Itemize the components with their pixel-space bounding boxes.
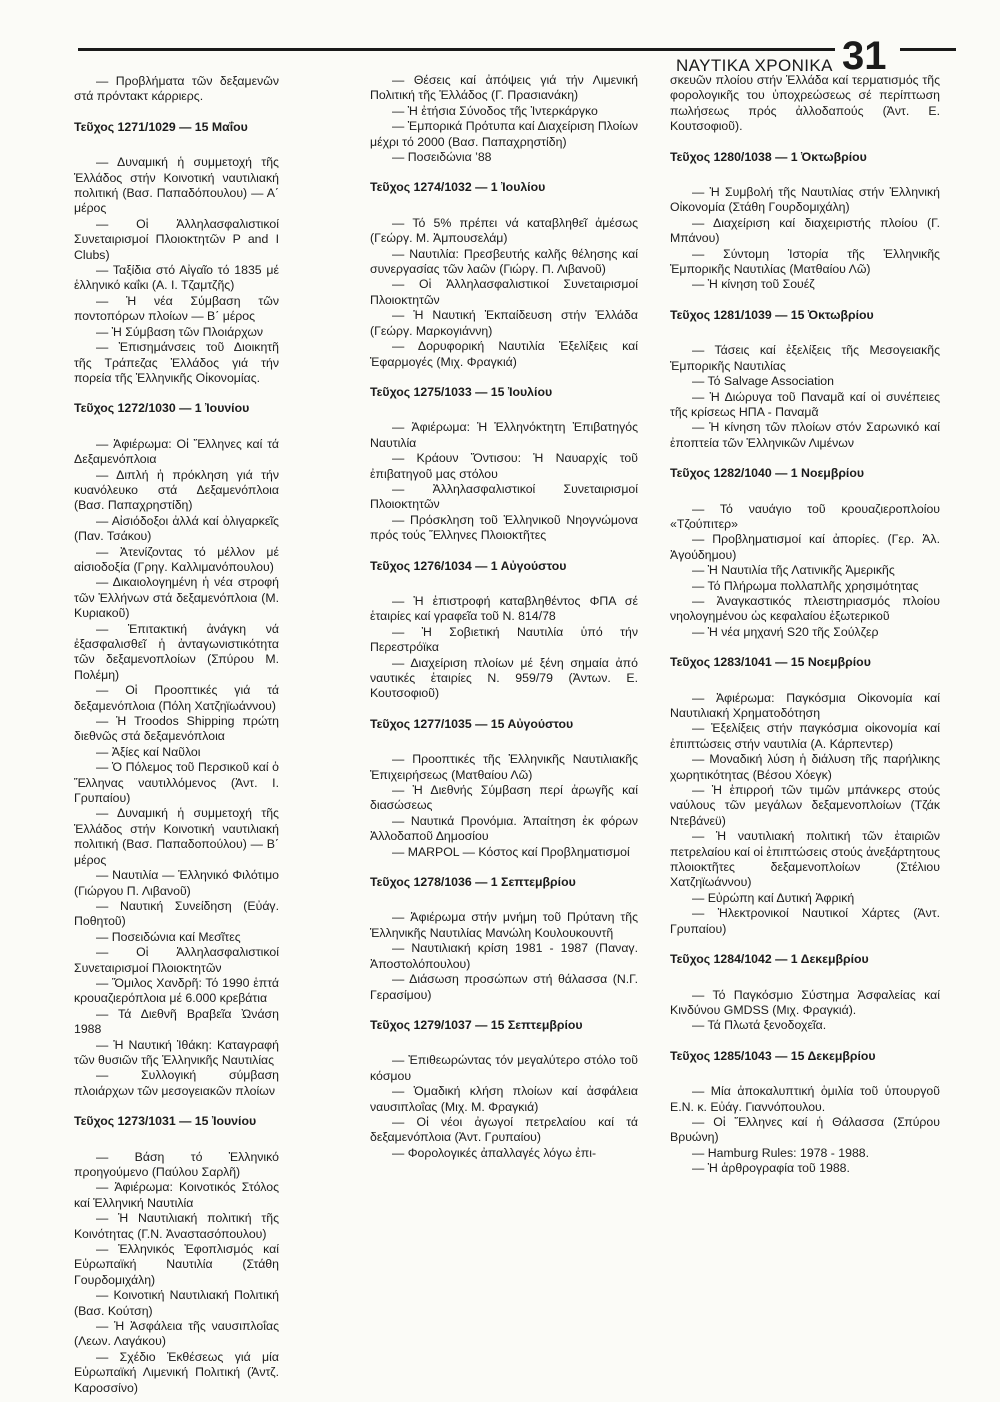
list-item: — Προβληματισμοί καί ἀπορίες. (Γερ. Ἀλ. Ἀγούδημου) [670,532,940,563]
list-item: — Κοινοτική Ναυτιλιακή Πολιτική (Βασ. Κούτση) [74,1288,279,1319]
list-item: — Ἡ Ναυτιλιακή πολιτική τῆς Κοινότητας (Γ.Ν. Ἀναστασόπουλου) [74,1211,279,1242]
list-item: — Ἡ Ἀσφάλεια τῆς ναυσιπλοΐας (Λεων. Λαγάκου) [74,1319,279,1350]
list-item: — Δυναμική ἡ συμμετοχή τῆς Ἑλλάδος στήν Κοινοτική ναυτιλιακή πολιτική (Βασ. Παπαδόπουλου) — Α΄ μέρος [74,155,279,217]
list-item: — Τό Salvage Association [670,374,940,389]
header-rule-left [78,48,835,51]
list-item: — Ἡ Ναυτική Ἐκπαίδευση στήν Ἑλλάδα (Γεώργ. Μαρκογιάννη) [370,308,638,339]
list-item: — Διπλή ἡ πρόκληση γιά τήν κυανόλευκο στά Δεξαμενόπλοια (Βασ. Παπαχρηστίδη) [74,468,279,514]
list-item: — Ἀφιέρωμα: Οἱ Ἕλληνες καί τά Δεξαμενόπλοια [74,437,279,468]
issue-title: Τεῦχος 1275/1033 — 15 Ἰουλίου [370,384,553,399]
issue-title: Τεῦχος 1278/1036 — 1 Σεπτεμβρίου [370,875,576,890]
list-item: — Τό Παγκόσμιο Σύστημα Ἀσφαλείας καί Κινδύνου GMDSS (Μιχ. Φραγκιά). [670,988,940,1019]
issue-section [370,717,638,860]
issue-title: Τεῦχος 1284/1042 — 1 Δεκεμβρίου [670,952,869,967]
list-item: — Τά Πλωτά ξενοδοχεῖα. [670,1018,940,1033]
list-item: — Ἡ ἐπιστροφή καταβληθέντος ΦΠΑ σέ ἑταιρίες καί γραφεῖα τοῦ Ν. 814/78 [370,594,638,625]
list-item: — Ἐπισημάνσεις τοῦ Διοικητῆ τῆς Τράπεζας Ἑλλάδος γιά τήν πορεία τῆς Ἑλληνικῆς Οἰκονομίας. [74,340,279,386]
issue-title: Τεῦχος 1283/1041 — 15 Νοεμβρίου [670,655,871,670]
list-item: — Ναυτιλία: Πρεσβευτής καλῆς θέλησης καί συνεργασίας τῶν λαῶν (Γιώργ. Π. Λιβανοῦ) [370,247,638,278]
list-item: — Ἐπιτακτική ἀνάγκη νά ἐξασφαλισθεῖ ἡ ἀνταγωνιστικότητα τῶν δεξαμενοπλοίων (Σπύρου Μ. Πολέμη) [74,622,279,684]
list-item: — Μοναδική λύση ἡ διάλυση τῆς παρήλικης χωρητικότητας (Βέσου Χόεγκ) [670,752,940,783]
column-3 [670,73,940,1183]
list-item: — Οἱ νέοι ἀγωγοί πετρελαίου καί τά δεξαμενόπλοια (Ἀντ. Γρυπαίου) [370,1115,638,1146]
list-item: — Οἱ Προοπτικές γιά τά δεξαμενόπλοια (Πόλη Χατζηϊωάννου) [74,683,279,714]
issue-section [670,150,940,293]
list-item: — Ἡ Troodos Shipping πρώτη διεθνῶς στά δεξαμενόπλοια [74,714,279,745]
list-item: — Ἀλληλασφαλιστικοί Συνεταιρισμοί Πλοιοκτητῶν [370,482,638,513]
list-item: — Σχέδιο Ἐκθέσεως γιά μία Εὐρωπαϊκή Λιμενική Πολιτική (Ἀντζ. Καροσσίνο) [74,1350,279,1396]
list-item: — Ἡ ναυτιλιακή πολιτική τῶν ἑταιριῶν πετρελαίου καί οἱ ἐπιπτώσεις στούς ἀνεξάρτητους πλοιοκτῆτες δεξαμενοπλοίων (Στέλιου Χατζηϊωάννου) [670,829,940,891]
issue-section [370,385,638,544]
list-item: — Ἡ νέα Σύμβαση τῶν ποντοπόρων πλοίων — Β΄ μέρος [74,294,279,325]
issue-section [74,120,279,387]
list-item: — Ὅμιλος Χανδρῆ: Τό 1990 ἑπτά κρουαζιερόπλοια μέ 6.000 κρεβάτια [74,976,279,1007]
issue-section [370,180,638,369]
list-item: — Ἡ Διώρυγα τοῦ Παναμᾶ καί οἱ συνέπειες τῆς κρίσεως ΗΠΑ - Παναμᾶ [670,390,940,421]
list-item: — Ἡ ἀρθρογραφία τοῦ 1988. [670,1161,940,1176]
list-item: — Ἀτενίζοντας τό μέλλον μέ αἰσιοδοξία (Γρηγ. Καλλιμανόπουλου) [74,545,279,576]
list-item: — Ἐπιθεωρώντας τόν μεγαλύτερο στόλο τοῦ κόσμου [370,1053,638,1084]
list-item: — Πρόσκληση τοῦ Ἑλληνικοῦ Νηογνώμονα πρός τούς Ἕλληνες Πλοιοκτῆτες [370,513,638,544]
list-item: — Ἐμπορικά Πρότυπα καί Διαχείριση Πλοίων μέχρι τό 2000 (Βασ. Παπαχρηστίδη) [370,119,638,150]
issue-section [670,952,940,1034]
list-item: — Ναυτιλιακή κρίση 1981 - 1987 (Παναγ. Ἀποστολόπουλου) [370,941,638,972]
list-item: — Τάσεις καί ἐξελίξεις τῆς Μεσογειακῆς Ἐμπορικῆς Ναυτιλίας [670,343,940,374]
list-item: — Ποσειδώνια ’88 [370,150,638,165]
issue-title: Τεῦχος 1282/1040 — 1 Νοεμβρίου [670,466,865,481]
list-item: — Ἡ Σύμβαση τῶν Πλοιάρχων [74,325,279,340]
list-item: — Ἀφιέρωμα: Κοινοτικός Στόλος καί Ἑλληνική Ναυτιλία [74,1180,279,1211]
issue-title: Τεῦχος 1274/1032 — 1 Ἰουλίου [370,180,546,195]
list-item: — Ὁ Πόλεμος τοῦ Περσικοῦ καί ὁ Ἕλληνας ναυτιλλόμενος (Ἀντ. Ι. Γρυπαίου) [74,760,279,806]
issue-title: Τεῦχος 1271/1029 — 15 Μαΐου [74,119,248,134]
list-item: — Ποσειδώνια καί Μεσῖτες [74,930,279,945]
column-2 [370,73,638,1167]
header-rule-right [900,48,956,51]
issue-section [670,655,940,937]
list-item: — Ταξίδια στό Αἰγαῖο τό 1835 μέ ἑλληνικό καΐκι (Α. Ι. Τζαμτζῆς) [74,263,279,294]
issue-title: Τεῦχος 1279/1037 — 15 Σεπτεμβρίου [370,1017,583,1032]
list-item: — Ἡ Ναυτική Ἰθάκη: Καταγραφή τῶν θυσιῶν τῆς Ἑλληνικῆς Ναυτιλίας [74,1038,279,1069]
list-item: — Συλλογική σύμβαση πλοιάρχων τῶν μεσογειακῶν πλοίων [74,1068,279,1099]
list-item: — Αἰσιόδοξοι ἀλλά καί ὀλιγαρκεῖς (Παν. Τσάκου) [74,514,279,545]
issue-section [74,401,279,1099]
list-item: — Ναυτική Συνείδηση (Εὐάγ. Ποθητοῦ) [74,899,279,930]
list-item: — Τό 5% πρέπει νά καταβληθεῖ ἀμέσως (Γεώργ. Μ. Ἀμπουσελάμ) [370,216,638,247]
issue-section [370,559,638,702]
list-item: — Προοπτικές τῆς Ἑλληνικῆς Ναυτιλιακῆς Ἐπιχειρήσεως (Ματθαίου Λῶ) [370,752,638,783]
list-item: — Ναυτιλία — Ἑλληνικό Φιλότιμο (Γιώργου Π. Λιβανοῦ) [74,868,279,899]
list-item: — Οἱ Ἀλληλασφαλιστικοί Συνεταιρισμοί Πλοιοκτητῶν [370,277,638,308]
issue-section [370,875,638,1003]
list-item: — Ἀξίες καί Ναῦλοι [74,745,279,760]
issue-title: Τεῦχος 1276/1034 — 1 Αὐγούστου [370,558,567,573]
magazine-title: ΝΑΥΤΙΚΑ ΧΡΟΝΙΚΑ [676,56,833,75]
list-item: — Διάσωση προσώπων στή θάλασσα (Ν.Γ. Γερασίμου) [370,972,638,1003]
list-item: — Δορυφορική Ναυτιλία Ἐξελίξεις καί Ἐφαρμογές (Μιχ. Φραγκιά) [370,339,638,370]
issue-section [670,308,940,451]
issue-title: Τεῦχος 1277/1035 — 15 Αὐγούστου [370,716,574,731]
list-item: — Ἐξελίξεις στήν παγκόσμια οἰκονομία καί ἐπιπτώσεις στήν ναυτιλία (Α. Κάρπεντερ) [670,721,940,752]
issue-title: Τεῦχος 1272/1030 — 1 Ἰουνίου [74,401,250,416]
list-item: — Προβλήματα τῶν δεξαμενῶν στά πρόντακτ κάρριερς. [74,74,279,105]
list-item: — Διαχείριση καί διαχειριστής πλοίου (Γ. Μπάνου) [670,216,940,247]
list-item: — Ναυτικά Προνόμια. Ἀπαίτηση ἐκ φόρων Ἀλλοδαποῦ Δημοσίου [370,814,638,845]
continued-item: σκευῶν πλοίου στήν Ἑλλάδα καί τερματισμός τῆς φορολογικῆς του ὑποχρεώσεως σέ περίπτωση πωλήσεως πρός ἀλλοδαπούς (Ἀντ. Ε. Κουτσοφιοῦ). [670,73,940,134]
list-item: — Ἡ ἐτήσια Σύνοδος τῆς Ἰντερκάργκο [370,104,638,119]
column-1 [74,74,279,1402]
list-item: — Τά Διεθνῆ Βραβεῖα Ὠνάση 1988 [74,1007,279,1038]
list-item: — Μία ἀποκαλυπτική ὁμιλία τοῦ ὑπουργοῦ Ε.Ν. κ. Εὐάγ. Γιαννόπουλου. [670,1084,940,1115]
issue-title: Τεῦχος 1285/1043 — 15 Δεκεμβρίου [670,1048,876,1063]
issue-section [74,1114,279,1396]
list-item: — Hamburg Rules: 1978 - 1988. [670,1146,940,1161]
list-item: — Δικαιολογημένη ἡ νέα στροφή τῶν Ἑλλήνων στά δεξαμενόπλοια (Μ. Κυριακοῦ) [74,575,279,621]
issue-section [670,466,940,640]
list-item: — Οἱ Ἀλληλασφαλιστικοί Συνεταιρισμοί Πλοιοκτητῶν P and I Clubs) [74,217,279,263]
list-item: — Τό ναυάγιο τοῦ κρουαζιερoπλοίου «Τζούπιτερ» [670,502,940,533]
list-item: — Ἡ Διεθνής Σύμβαση περί ἀρωγῆς καί διασώσεως [370,783,638,814]
issue-title: Τεῦχος 1281/1039 — 15 Ὀκτωβρίου [670,307,874,322]
list-item: — Τό Πλήρωμα πολλαπλῆς χρησιμότητας [670,579,940,594]
list-item: — Ἡ κίνηση τῶν πλοίων στόν Σαρωνικό καί ἐποπτεία τῶν Ἑλληνικῶν Λιμένων [670,420,940,451]
list-item: — Βάση τό Ἑλληνικό προηγούμενο (Παύλου Σαρλῆ) [74,1150,279,1181]
list-item: — Ἡ κίνηση τοῦ Σουέζ [670,277,940,292]
list-item: — Ἡ Ναυτιλία τῆς Λατινικῆς Ἀμερικῆς [670,563,940,578]
issue-title: Τεῦχος 1280/1038 — 1 Ὀκτωβρίου [670,149,867,164]
list-item: — Ὁμαδική κλήση πλοίων καί ἀσφάλεια ναυσιπλοΐας (Μιχ. Μ. Φραγκιά) [370,1084,638,1115]
list-item: — Ἡ Συμβολή τῆς Ναυτιλίας στήν Ἑλληνική Οἰκονομία (Στάθη Γουρδομιχάλη) [670,185,940,216]
list-item: — Εὐρώπη καί Δυτική Ἀφρική [670,891,940,906]
list-item: — Δυναμική ἡ συμμετοχή τῆς Ἑλλάδος στήν Κοινοτική ναυτιλιακή πολιτική (Βασ. Παπαδοπούλου) — Β΄ μέρος [74,806,279,868]
list-item: — Ἠλεκτρονικοί Ναυτικοί Χάρτες (Ἀντ. Γρυπαίου) [670,906,940,937]
list-item: — Ἡ νέα μηχανή S20 τῆς Σούλζερ [670,625,940,640]
page-number: 31 [842,34,887,78]
list-item: — Ἡ Σοβιετική Ναυτιλία ὑπό τήν Περεστρόϊκα [370,625,638,656]
list-item: — Διαχείριση πλοίων μέ ξένη σημαία ἀπό ναυτικές ἑταιρίες Ν. 959/79 (Ἀντων. Ε. Κουτσοφιοῦ) [370,656,638,702]
list-item: — Ἀφιέρωμα: Παγκόσμια Οἰκονομία καί Ναυτιλιακή Χρηματοδότηση [670,691,940,722]
list-item: — Θέσεις καί ἀπόψεις γιά τήν Λιμενική Πολιτική τῆς Ἑλλάδος (Γ. Πρασιανάκη) [370,73,638,104]
list-item: — Ἀφιέρωμα: Ἡ Ἑλληνόκτητη Ἐπιβατηγός Ναυτιλία [370,420,638,451]
issue-section [670,1049,940,1177]
list-item: — Ἡ ἐπιρροή τῶν τιμῶν μπάνκερς στούς ναύλους τῶν μεγάλων δεξαμενοπλοίων (Τζάκ Ντεβάνεϋ) [670,783,940,829]
list-item: — Ἑλληνικός Ἐφοπλισμός καί Εὐρωπαϊκή Ναυτιλία (Στάθη Γουρδομιχάλη) [74,1242,279,1288]
list-item: — Σύντομη Ἱστορία τῆς Ἑλληνικῆς Ἐμπορικῆς Ναυτιλίας (Ματθαίου Λῶ) [670,247,940,278]
list-item: — Ἀφιέρωμα στήν μνήμη τοῦ Πρύτανη τῆς Ἑλληνικῆς Ναυτιλίας Μανώλη Κουλουκουντῆ [370,910,638,941]
list-item: — Οἱ Ἀλληλασφαλιστικοί Συνεταιρισμοί Πλοιοκτητῶν [74,945,279,976]
issue-title: Τεῦχος 1273/1031 — 15 Ἰουνίου [74,1114,257,1129]
list-item: — MARPOL — Κόστος καί Προβληματισμοί [370,845,638,860]
list-item: — Ἀναγκαστικός πλειστηριασμός πλοίου νηολογημένου ὡς κεφαλαίου ἐξωτερικοῦ [670,594,940,625]
list-item: — Φορολογικές ἀπαλλαγές λόγω ἐπι- [370,1146,638,1161]
list-item: — Οἱ Ἕλληνες καί ἡ Θάλασσα (Σπύρου Βρυώνη) [670,1115,940,1146]
list-item: — Κράουν Ὄντισου: Ἡ Ναυαρχίς τοῦ ἐπιβατηγοῦ μας στόλου [370,451,638,482]
issue-section [370,1018,638,1161]
